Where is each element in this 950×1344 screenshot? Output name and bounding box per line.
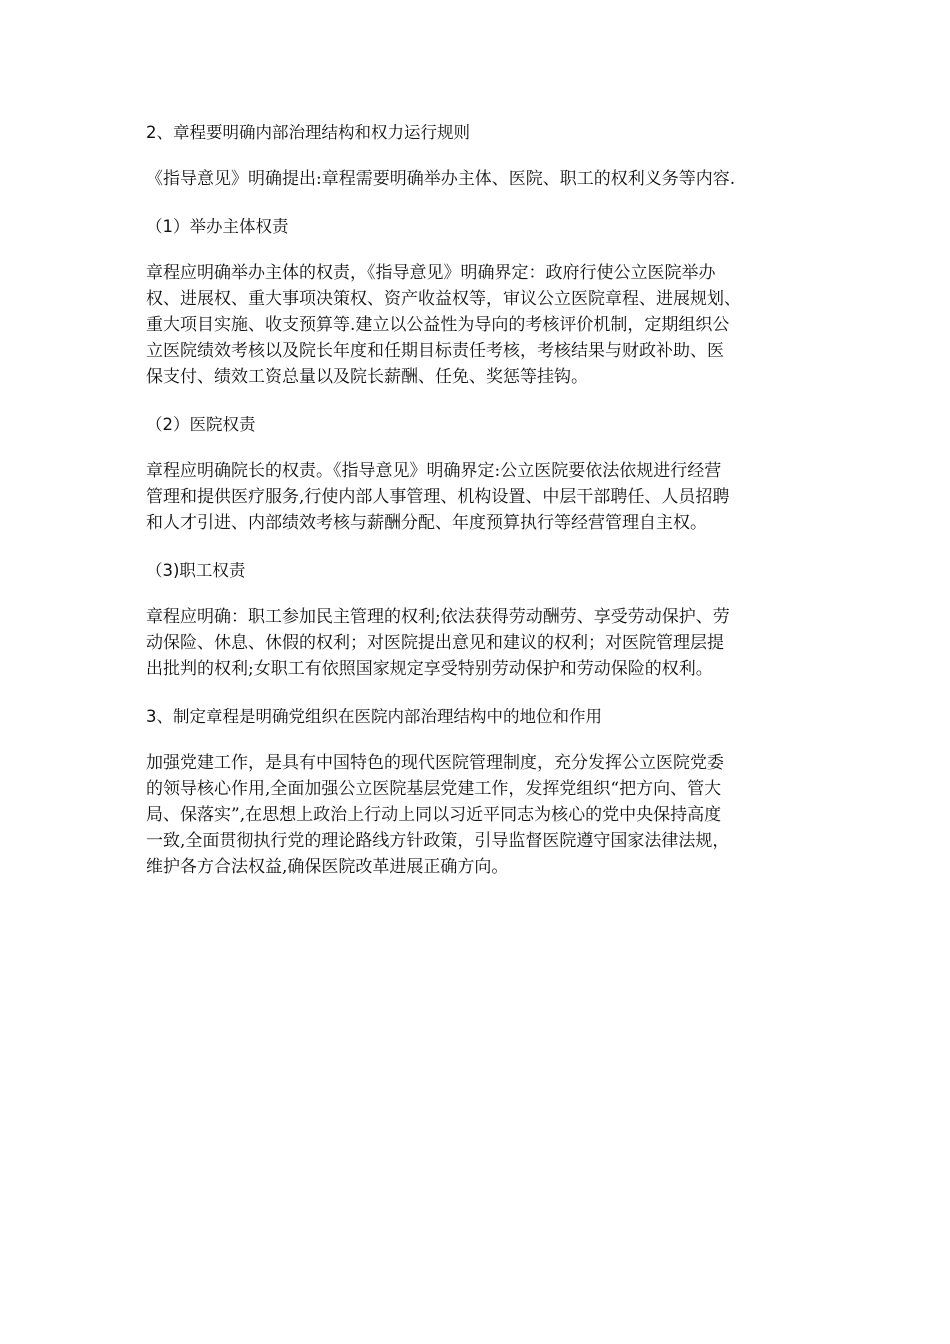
document-content	[146, 120, 810, 880]
section-3-heading: 3、制定章程是明确党组织在医院内部治理结构中的地位和作用	[146, 707, 602, 726]
paragraph-line: 章程应明确院长的权责。《指导意见》明确界定:公立医院要依法依规进行经营	[146, 461, 722, 481]
paragraph-line: 立医院绩效考核以及院长年度和任期目标责任考核，考核结果与财政补助、医	[146, 341, 724, 361]
section-2-heading: 2、章程要明确内部治理结构和权力运行规则	[146, 123, 470, 142]
paragraph-line: 一致,全面贯彻执行党的理论路线方针政策，引导监督医院遵守国家法律法规，	[146, 831, 730, 851]
paragraph-line: 的领导核心作用,全面加强公立医院基层党建工作，发挥党组织“把方向、管大	[146, 779, 722, 799]
subsection-3-paragraph	[146, 604, 810, 682]
intro-paragraph: 《指导意见》明确提出:章程需要明确举办主体、医院、职工的权利义务等内容.	[146, 169, 736, 189]
paragraph-line: 维护各方合法权益,确保医院改革进展正确方向。	[146, 857, 509, 877]
paragraph-line: 保支付、绩效工资总量以及院长薪酬、任免、奖惩等挂钩。	[146, 367, 588, 387]
paragraph-line: 出批判的权利;女职工有依照国家规定享受特别劳动保护和劳动保险的权利。	[146, 659, 713, 679]
paragraph-line: 权、进展权、重大事项决策权、资产收益权等，审议公立医院章程、进展规划、	[146, 289, 741, 309]
section-3-paragraph	[146, 750, 810, 880]
subsection-1-heading: （1）举办主体权责	[146, 217, 289, 236]
paragraph-line: 章程应明确：职工参加民主管理的权利;依法获得劳动酬劳、享受劳动保护、劳	[146, 607, 730, 627]
paragraph-line: 重大项目实施、收支预算等.建立以公益性为导向的考核评价机制，定期组织公	[146, 315, 730, 335]
subsection-1-paragraph	[146, 260, 810, 390]
paragraph-line: 动保险、休息、休假的权利；对医院提出意见和建议的权利；对医院管理层提	[146, 633, 724, 653]
paragraph-line: 管理和提供医疗服务,行使内部人事管理、机构设置、中层干部聘任、人员招聘	[146, 487, 730, 507]
subsection-3-heading: （3)职工权责	[146, 561, 246, 580]
subsection-2-paragraph	[146, 458, 810, 536]
paragraph-line: 加强党建工作，是具有中国特色的现代医院管理制度，充分发挥公立医院党委	[146, 753, 724, 773]
paragraph-line: 章程应明确举办主体的权责，《指导意见》明确界定：政府行使公立医院举办	[146, 263, 716, 283]
paragraph-line: 局、保落实”,在思想上政治上行动上同以习近平同志为核心的党中央保持高度	[146, 805, 722, 825]
subsection-2-heading: （2）医院权责	[146, 415, 256, 434]
paragraph-line: 和人才引进、内部绩效考核与薪酬分配、年度预算执行等经营管理自主权。	[146, 513, 707, 533]
